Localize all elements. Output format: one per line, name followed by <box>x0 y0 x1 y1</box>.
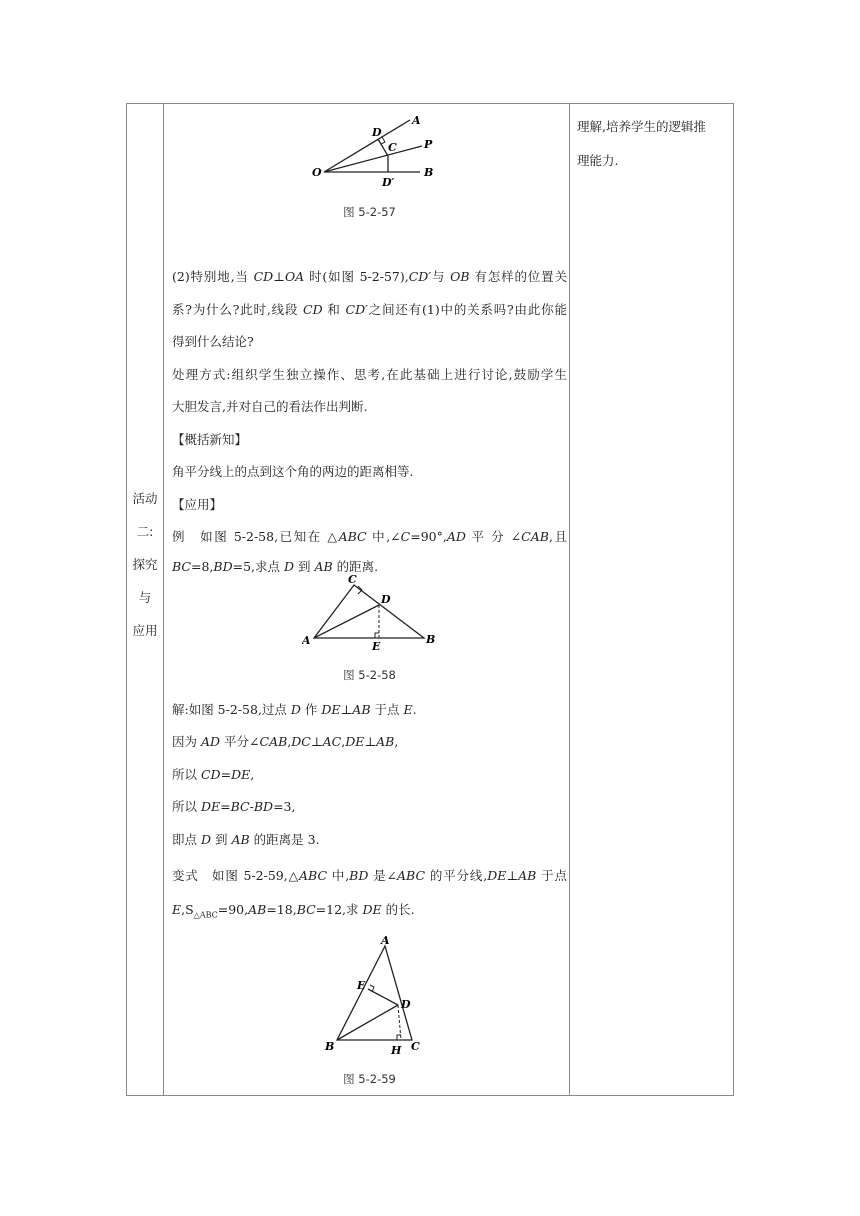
text: 的长. <box>381 902 415 917</box>
text-italic: AD <box>446 529 466 544</box>
text-italic: ABC <box>397 868 426 883</box>
text-italic: DE <box>200 799 221 814</box>
variant-line-2 <box>172 900 567 926</box>
text-italic: CD <box>253 269 274 284</box>
text: 的平分线, <box>425 868 488 883</box>
figure-5-2-58-caption: 图 5-2-58 <box>343 668 396 682</box>
text: ,S <box>181 902 194 917</box>
column-divider-right <box>569 104 570 1095</box>
text-italic: CD′ <box>408 269 432 284</box>
text: ⊥ <box>310 734 323 749</box>
label-e: E <box>372 640 381 651</box>
text: 与 <box>431 269 451 284</box>
question-2-line-1 <box>172 267 567 287</box>
activity-label-line: 活动 <box>132 491 158 506</box>
activity-label <box>127 482 163 647</box>
ray-oa <box>324 120 410 172</box>
text: ⊥ <box>506 868 519 883</box>
text-italic: BC <box>172 559 191 574</box>
text: ⊥ <box>340 702 353 717</box>
text-italic: AB <box>314 559 333 574</box>
text-italic: OA <box>284 269 305 284</box>
label-a: A <box>302 634 311 647</box>
text-italic: C <box>400 529 411 544</box>
text: . <box>412 702 417 717</box>
figure-5-2-59-caption: 图 5-2-59 <box>343 1072 396 1086</box>
label-b: B <box>426 633 436 646</box>
segment-ad <box>314 605 379 638</box>
text-italic: CAB <box>521 529 549 544</box>
text: 即点 <box>172 832 201 847</box>
activity-label-cell <box>127 104 163 1095</box>
label-d: D <box>401 998 411 1011</box>
text-italic: DE <box>345 734 365 749</box>
text-italic: E <box>403 702 413 717</box>
text-italic: BD <box>213 559 233 574</box>
solution-line-3 <box>172 765 567 785</box>
text-italic: AC <box>322 734 342 749</box>
text-italic: CAB <box>259 734 288 749</box>
label-o: O <box>312 166 322 179</box>
question-2-line-3: 得到什么结论? <box>172 334 254 349</box>
text: 于点 <box>536 868 567 883</box>
text: 平分∠ <box>220 734 260 749</box>
text: =3, <box>273 799 296 814</box>
apply-heading: 【应用】 <box>172 497 223 512</box>
label-a: A <box>381 934 390 947</box>
solution-line-2 <box>172 732 567 752</box>
summary-heading: 【概括新知】 <box>172 432 248 447</box>
text: , <box>250 767 255 782</box>
text: , <box>394 734 399 749</box>
text-italic: AB <box>352 702 371 717</box>
text-italic: OB <box>450 269 470 284</box>
text: 于点 <box>370 702 404 717</box>
figure-5-2-57-caption: 图 5-2-57 <box>343 205 396 219</box>
solution-line-5 <box>172 830 567 850</box>
text-italic: DE <box>362 902 382 917</box>
text: 到 <box>211 832 232 847</box>
label-d: D <box>372 126 382 139</box>
text-italic: DE <box>487 868 507 883</box>
text: ⊥ <box>273 269 285 284</box>
text: 和 <box>322 302 346 317</box>
text: 系?为什么?此时,线段 <box>172 302 304 317</box>
text: 作 <box>300 702 322 717</box>
text: ⊥ <box>364 734 377 749</box>
label-c: C <box>348 573 357 586</box>
text: 中, <box>327 868 350 883</box>
text: 平 分 ∠ <box>465 529 522 544</box>
process-line-2: 大胆发言,并对自己的看法作出判断. <box>172 399 368 414</box>
label-d: D <box>381 593 391 606</box>
question-2-line-2 <box>172 300 567 320</box>
text: =18, <box>266 902 297 917</box>
text-italic: BC <box>296 902 316 917</box>
text: =5,求点 <box>232 559 284 574</box>
label-d-prime: D′ <box>382 176 395 189</box>
text: 有怎样的位置关 <box>469 269 567 284</box>
design-intent-line: 理解,培养学生的逻辑推 <box>577 119 706 134</box>
text-italic: AB <box>248 902 267 917</box>
column-divider-left <box>163 104 164 1095</box>
label-c: C <box>411 1040 420 1053</box>
text-italic: D <box>200 832 212 847</box>
solution-line-4 <box>172 797 567 817</box>
label-c: C <box>388 141 397 154</box>
text: = <box>220 799 231 814</box>
text: =90°, <box>410 529 447 544</box>
text-italic: BD <box>349 868 369 883</box>
text: =8, <box>190 559 214 574</box>
text: 因为 <box>172 734 201 749</box>
text-italic: BD <box>253 799 274 814</box>
text: 所以 <box>172 767 201 782</box>
text-italic: DE <box>321 702 341 717</box>
label-h: H <box>391 1044 402 1057</box>
summary-text: 角平分线上的点到这个角的两边的距离相等. <box>172 464 414 479</box>
text-italic: CD′ <box>345 302 368 317</box>
text-italic: AD <box>200 734 221 749</box>
text: 例 如图 5-2-58,已知在 △ <box>172 529 339 544</box>
text: , <box>341 734 346 749</box>
activity-label-line: 探究 <box>132 557 158 572</box>
text: - <box>249 799 254 814</box>
text: 解:如图 5-2-58,过点 <box>172 702 291 717</box>
variant-line-1 <box>172 866 567 886</box>
figure-5-2-57 <box>312 110 452 192</box>
text: 的距离. <box>332 559 379 574</box>
text-italic: BC <box>230 799 250 814</box>
text: , <box>287 734 292 749</box>
text: 中,∠ <box>366 529 401 544</box>
text: 所以 <box>172 799 201 814</box>
text: 时(如图 5-2-57), <box>304 269 409 284</box>
solution-line-1 <box>172 700 567 720</box>
activity-label-line: 应用 <box>132 623 158 638</box>
text-italic: ABC <box>338 529 367 544</box>
text-italic: CD <box>303 302 323 317</box>
text-italic: CD <box>200 767 221 782</box>
design-intent-cell <box>577 110 727 178</box>
figure-5-2-58 <box>302 571 442 651</box>
text-italic: DC <box>291 734 311 749</box>
text: (2)特别地,当 <box>172 269 254 284</box>
text-italic: ABC <box>299 868 328 883</box>
text-italic: AB <box>518 868 537 883</box>
text-italic: D <box>283 559 295 574</box>
text: 的距离是 3. <box>249 832 320 847</box>
text-italic: E <box>172 902 182 917</box>
lesson-table <box>126 103 734 1096</box>
text: 变式 如图 5-2-59,△ <box>172 868 300 883</box>
activity-label-line: 二: <box>136 524 154 539</box>
label-p: P <box>424 138 433 151</box>
segment-cd <box>378 139 388 156</box>
text: 是∠ <box>368 868 398 883</box>
activity-label-line: 与 <box>138 590 152 605</box>
label-b: B <box>424 166 434 179</box>
subscript: △ABC <box>193 910 218 920</box>
text: ,且 <box>548 529 567 544</box>
label-e: E <box>357 979 366 992</box>
text: 到 <box>294 559 315 574</box>
process-line-1: 处理方式:组织学生独立操作、思考,在此基础上进行讨论,鼓励学生 <box>172 367 567 382</box>
text-italic: D <box>290 702 301 717</box>
text: =90, <box>217 902 249 917</box>
text: =12,求 <box>315 902 363 917</box>
ray-op <box>324 146 422 172</box>
text: 之间还有(1)中的关系吗?由此你能 <box>367 302 567 317</box>
text: = <box>220 767 232 782</box>
right-angle-mark-e <box>375 633 379 638</box>
text-italic: DE <box>231 767 251 782</box>
design-intent-line: 理能力. <box>577 153 619 168</box>
figure-5-2-59 <box>317 934 427 1060</box>
label-b: B <box>325 1040 335 1053</box>
label-a: A <box>412 114 421 127</box>
text-italic: AB <box>231 832 250 847</box>
right-angle-mark-d <box>381 137 385 144</box>
content-cell <box>172 104 567 1095</box>
example-line-1 <box>172 527 567 547</box>
text-italic: AB <box>376 734 395 749</box>
